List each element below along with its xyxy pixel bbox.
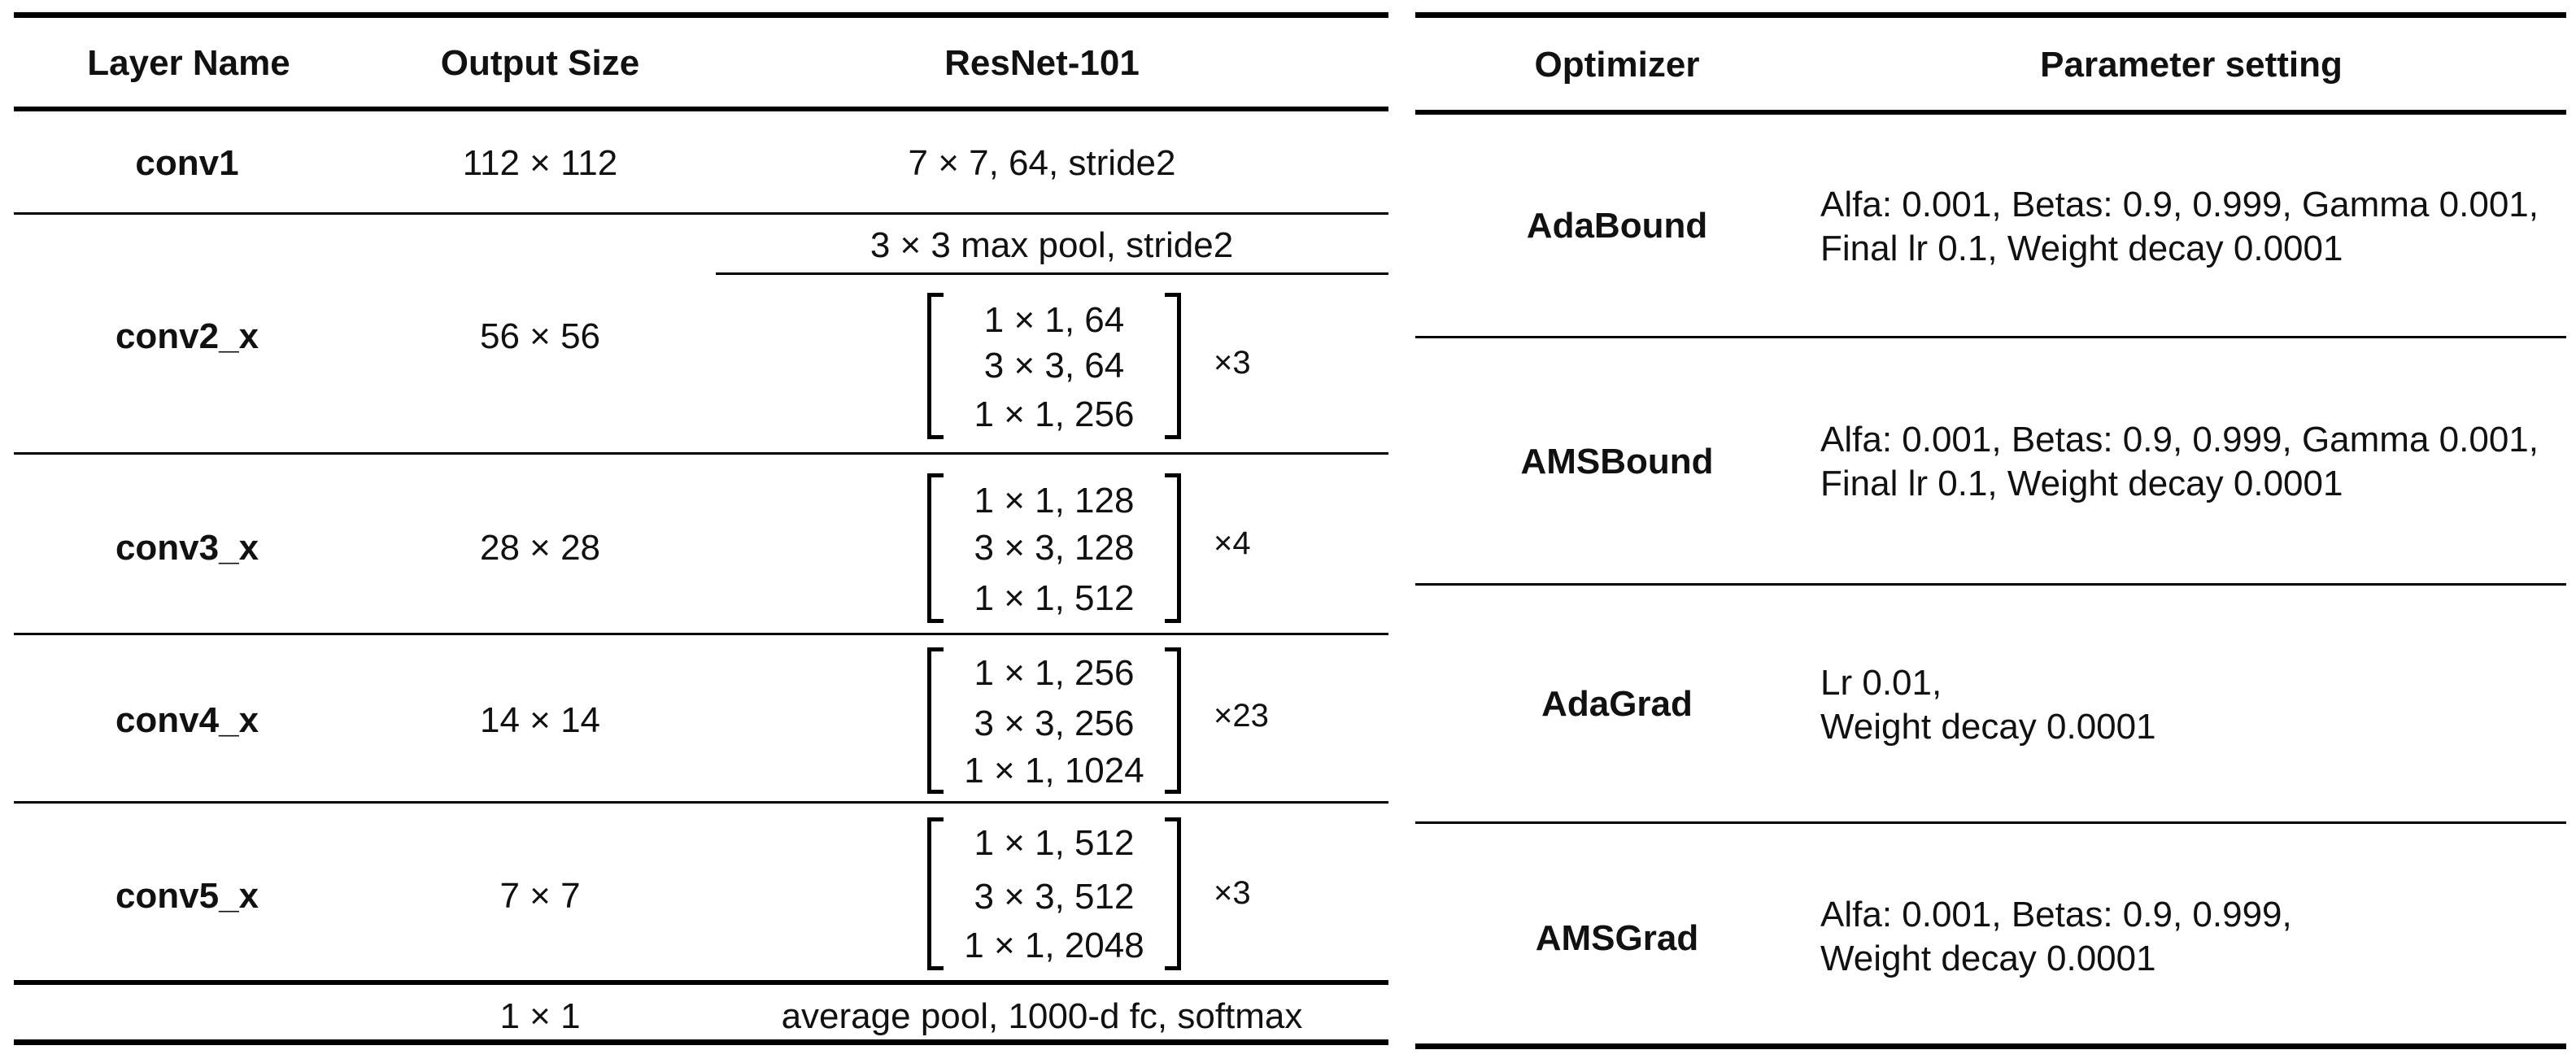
max-pool-spec: 3 × 3 max pool, stride2 [870,225,1234,265]
final-layer-spec: average pool, 1000-d fc, softmax [781,996,1303,1036]
block-line: 3 × 3, 64 [983,346,1125,386]
header-rule [1415,110,2566,115]
block-line: 1 × 1, 512 [974,823,1135,863]
layer-name: conv2_x [115,316,259,356]
block-line: 1 × 1, 1024 [964,751,1144,791]
block-line: 1 × 1, 2048 [964,926,1144,965]
param-line: Alfa: 0.001, Betas: 0.9, 0.999, Gamma 0.001, [1820,420,2539,460]
layer-spec: 7 × 7, 64, stride2 [908,143,1176,183]
block-line: 3 × 3, 128 [974,528,1135,568]
output-size: 1 × 1 [499,996,581,1036]
optimizer-name: AMSGrad [1535,918,1699,958]
block-bracket [927,647,1181,794]
header-resnet-101: ResNet-101 [944,43,1140,83]
param-line: Final lr 0.1, Weight decay 0.0001 [1820,229,2343,268]
output-size: 112 × 112 [462,143,618,183]
row-divider [1415,336,2566,338]
repeat-count: ×4 [1214,525,1251,561]
section-rule [14,980,1388,985]
block-line: 1 × 1, 256 [974,394,1135,434]
top-rule [14,12,1388,18]
output-size: 56 × 56 [479,316,601,356]
repeat-count: ×3 [1214,875,1251,911]
header-optimizer: Optimizer [1534,45,1700,85]
param-line: Lr 0.01, [1820,663,1942,703]
block-line: 1 × 1, 256 [974,653,1135,693]
block-line: 1 × 1, 512 [974,578,1135,618]
output-size: 14 × 14 [479,700,601,740]
top-rule [1415,12,2566,18]
header-rule [14,107,1388,111]
block-line: 3 × 3, 256 [974,704,1135,743]
repeat-count: ×23 [1214,698,1269,734]
layer-name: conv5_x [115,876,259,916]
layer-name: conv1 [135,143,239,183]
block-line: 3 × 3, 512 [974,877,1135,917]
param-line: Final lr 0.1, Weight decay 0.0001 [1820,464,2343,503]
param-line: Alfa: 0.001, Betas: 0.9, 0.999, Gamma 0.001, [1820,185,2539,224]
header-output-size: Output Size [440,43,640,83]
output-size: 7 × 7 [499,876,581,916]
bottom-rule [1415,1043,2566,1049]
row-divider [14,633,1388,635]
block-line: 1 × 1, 128 [974,481,1135,521]
optimizer-name: AMSBound [1520,442,1714,481]
header-layer-name: Layer Name [87,43,290,83]
layer-name: conv4_x [115,700,259,740]
repeat-count: ×3 [1214,345,1251,381]
row-divider [1415,821,2566,824]
block-bracket [927,473,1181,623]
row-divider [1415,583,2566,586]
param-line: Weight decay 0.0001 [1820,707,2156,747]
block-bracket [927,293,1181,439]
row-divider [716,272,1388,275]
row-divider [14,212,1388,215]
block-bracket [927,817,1181,970]
row-divider [14,801,1388,804]
header-parameter-setting: Parameter setting [2040,45,2343,85]
optimizer-name: AdaBound [1526,206,1708,246]
row-divider [14,452,1388,455]
layer-name: conv3_x [115,528,259,568]
param-line: Weight decay 0.0001 [1820,939,2156,978]
optimizer-name: AdaGrad [1541,684,1693,724]
output-size: 28 × 28 [479,528,601,568]
bottom-rule [14,1039,1388,1045]
param-line: Alfa: 0.001, Betas: 0.9, 0.999, [1820,895,2292,934]
block-line: 1 × 1, 64 [983,300,1125,340]
